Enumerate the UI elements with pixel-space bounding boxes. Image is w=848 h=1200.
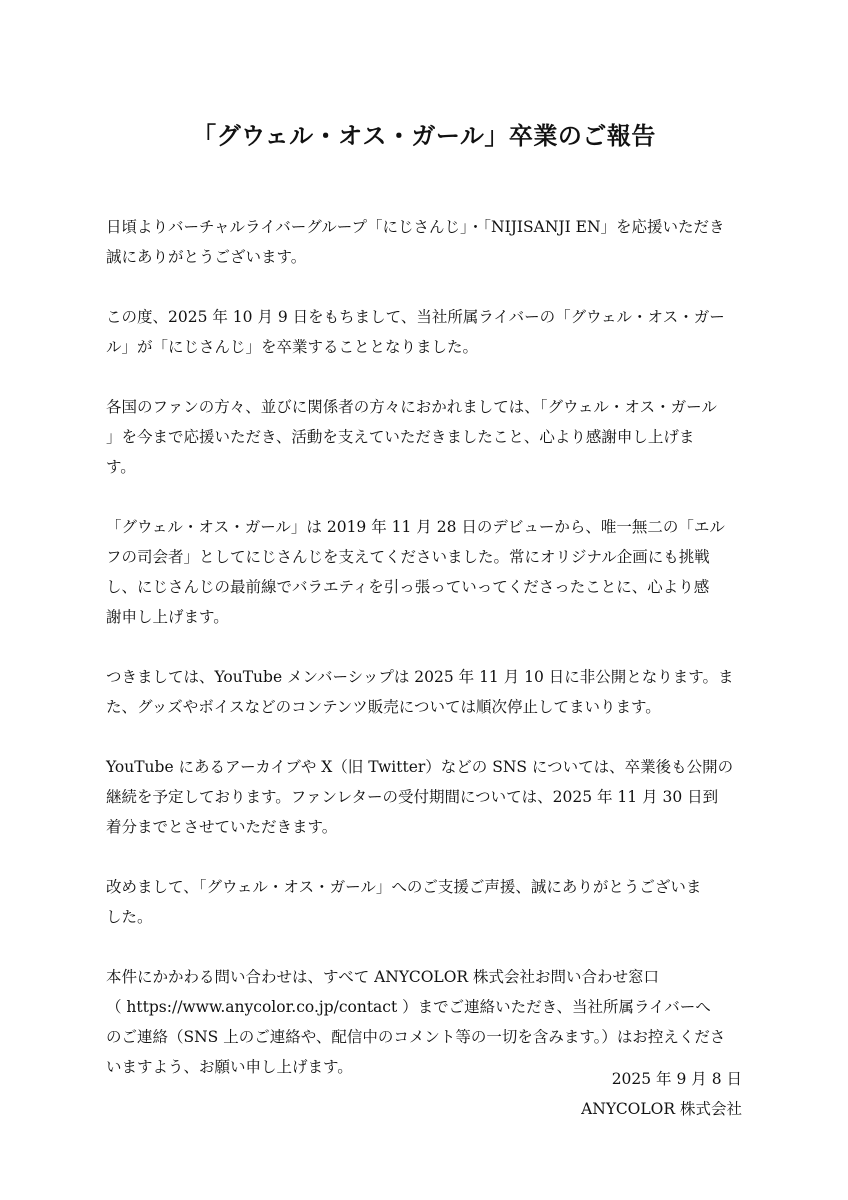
paragraph-line: 継続を予定しております。ファンレターの受付期間については、2025 年 11 月 30 日到 [106,788,719,806]
paragraph-line: YouTube にあるアーカイブや X（旧 Twitter）などの SNS については、卒業後も公開の [106,758,734,776]
paragraph-line: 着分までとさせていただきます。 [106,818,338,836]
paragraph-line: フの司会者」としてにじさんじを支えてくださいました。常にオリジナル企画にも挑戦 [106,548,710,566]
paragraph-line: 日頃よりバーチャルライバーグループ「にじさんじ」・「NIJISANJI EN」を応援いただき [106,218,725,236]
paragraph-thanks-fans [106,392,746,482]
paragraph-line: 謝申し上げます。 [106,608,229,626]
paragraph-membership [106,662,746,722]
paragraph-line: （ https://www.anycolor.co.jp/contact ）までご連絡いただき、当社所属ライバーへ [106,998,711,1016]
paragraph-archives [106,752,746,842]
paragraph-graduation-date [106,302,746,362]
signature-company: ANYCOLOR 株式会社 [581,1100,742,1118]
paragraph-line: す。 [106,458,136,476]
paragraph-line: この度、2025 年 10 月 9 日をもちまして、当社所属ライバーの「グウェル・オス・ガー [106,308,725,326]
paragraph-line: ル」が「にじさんじ」を卒業することとなりました。 [106,338,479,356]
paragraph-closing-thanks [106,872,746,932]
paragraph-line: た、グッズやボイスなどのコンテンツ販売については順次停止してまいります。 [106,698,661,716]
paragraph-line: した。 [106,908,153,926]
paragraph-line: のご連絡（SNS 上のご連絡や、配信中のコメント等の一切を含みます。）はお控えくださ [106,1028,726,1046]
paragraph-line: 本件にかかわる問い合わせは、すべて ANYCOLOR 株式会社お問い合わせ窓口 [106,968,659,986]
paragraph-line: 「グウェル・オス・ガール」は 2019 年 11 月 28 日のデビューから、唯一無二の「エル [106,518,725,536]
paragraph-line: 改めまして、「グウェル・オス・ガール」へのご支援ご声援、誠にありがとうございま [106,878,702,896]
paragraph-line: つきましては、YouTube メンバーシップは 2025 年 11 月 10 日に非公開となります。ま [106,668,734,686]
signature-date: 2025 年 9 月 8 日 [611,1070,742,1088]
paragraph-line: いますよう、お願い申し上げます。 [106,1058,353,1076]
document-body [106,212,746,1112]
paragraph-career [106,512,746,632]
signature-block [581,1064,742,1124]
paragraph-line: 誠にありがとうございます。 [106,248,307,266]
paragraph-greeting [106,212,746,272]
page-title: 「グウェル・オス・ガール」卒業のご報告 [192,121,656,150]
paragraph-line: 各国のファンの方々、並びに関係者の方々におかれましては、「グウェル・オス・ガール [106,398,717,416]
paragraph-line: 」を今まで応援いただき、活動を支えていただきましたこと、心より感謝申し上げま [106,428,695,446]
paragraph-line: し、にじさんじの最前線でバラエティを引っ張っていってくださったことに、心より感 [106,578,710,596]
